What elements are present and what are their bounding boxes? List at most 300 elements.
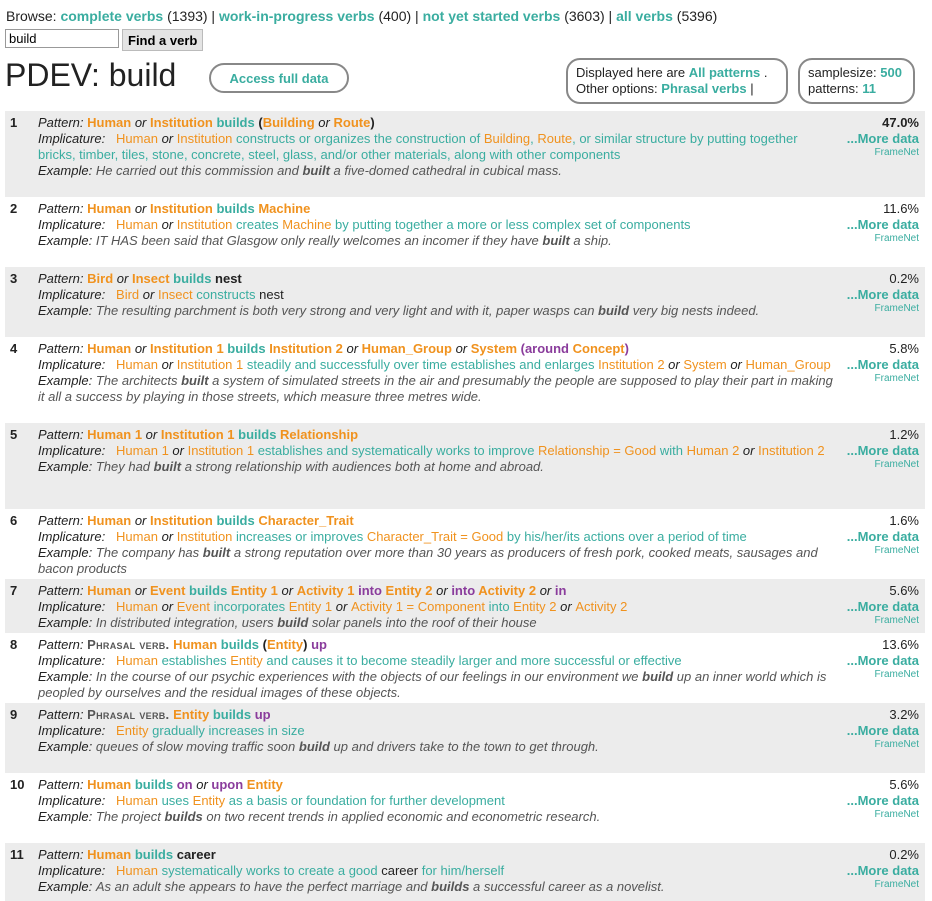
text-segment: for him/herself	[418, 863, 505, 878]
text-segment: Route	[333, 115, 371, 130]
example-line	[38, 669, 838, 701]
more-data-link[interactable]: ...More data	[846, 723, 919, 738]
pattern-list	[5, 111, 925, 901]
find-verb-button[interactable]: Find a verb	[122, 29, 203, 51]
text-segment: a strong reputation over more than 30 years as producers of fresh pork, cooked meats, sausages and bacon products	[38, 545, 818, 576]
example-line	[38, 373, 838, 405]
text-segment: Human	[116, 863, 158, 878]
text-segment: up	[307, 637, 327, 652]
text-segment: queues of slow moving traffic soon	[95, 739, 299, 754]
text-segment: Institution	[176, 529, 233, 544]
text-segment: Event	[176, 599, 211, 614]
text-segment: Human	[87, 847, 132, 862]
example-line	[38, 809, 838, 825]
text-segment: career	[176, 847, 216, 862]
framenet-link[interactable]: FrameNet	[874, 147, 919, 158]
more-data-link[interactable]: ...More data	[846, 131, 919, 146]
text-segment: constructs	[192, 287, 260, 302]
implicature-line	[38, 131, 838, 163]
text-segment: (around	[517, 341, 573, 356]
implicature-line-label: Implicature:	[38, 793, 106, 808]
text-segment: or	[536, 583, 555, 598]
text-segment: Activity 1	[296, 583, 355, 598]
text-segment: He carried out this commission and	[95, 163, 303, 178]
more-data-link[interactable]: ...More data	[846, 357, 919, 372]
pattern-line-label: Pattern:	[38, 583, 84, 598]
example-line-label: Example:	[38, 373, 93, 388]
framenet-link[interactable]: FrameNet	[874, 809, 919, 820]
example-line-label: Example:	[38, 233, 93, 248]
text-segment: Relationship	[280, 427, 359, 442]
text-segment: or	[142, 427, 161, 442]
pattern-percentage: 1.6%	[889, 513, 919, 528]
pattern-line-label: Pattern:	[38, 115, 84, 130]
example-line	[38, 615, 838, 631]
pattern-line-label: Pattern:	[38, 637, 84, 652]
text-segment: Human	[116, 793, 158, 808]
text-segment: Human 2	[686, 443, 740, 458]
count-wip: (400)	[378, 8, 412, 24]
pattern-row	[5, 579, 925, 633]
implicature-line-label: Implicature:	[38, 217, 106, 232]
text-segment: or	[739, 443, 759, 458]
implicature-line	[38, 357, 838, 373]
more-data-link[interactable]: ...More data	[846, 443, 919, 458]
page-title: PDEV: build	[5, 57, 177, 93]
pattern-line-label: Pattern:	[38, 427, 84, 442]
text-segment: builds	[431, 879, 470, 894]
text-segment: Entity 1	[288, 599, 333, 614]
pattern-stats	[847, 707, 919, 751]
text-segment: build	[298, 739, 330, 754]
example-line-label: Example:	[38, 303, 93, 318]
text-segment: Character_Trait	[258, 513, 354, 528]
count-complete: (1393)	[167, 8, 208, 24]
text-segment: into	[451, 583, 479, 598]
framenet-link[interactable]: FrameNet	[874, 879, 919, 890]
pattern-row	[5, 197, 925, 267]
text-segment: Human 1	[116, 443, 169, 458]
example-line	[38, 879, 838, 895]
text-segment: Entity 2	[513, 599, 557, 614]
implicature-line	[38, 287, 838, 303]
pattern-percentage: 47.0%	[882, 115, 919, 130]
pattern-stats	[847, 513, 919, 557]
text-segment: In distributed integration, users	[95, 615, 278, 630]
text-segment: a ship.	[569, 233, 612, 248]
pattern-line	[38, 637, 838, 653]
text-segment: Human	[87, 341, 132, 356]
text-segment: As an adult she appears to have the perfect marriage and	[95, 879, 432, 894]
pattern-line	[38, 707, 838, 723]
pattern-row	[5, 509, 925, 579]
text-segment: Entity	[116, 723, 149, 738]
implicature-line	[38, 723, 838, 739]
text-segment: builds	[131, 847, 177, 862]
framenet-link[interactable]: FrameNet	[874, 739, 919, 750]
text-segment: built	[302, 163, 330, 178]
implicature-line	[38, 653, 838, 669]
text-segment: The project	[95, 809, 165, 824]
pattern-line	[38, 341, 838, 357]
text-segment: build	[598, 303, 630, 318]
pattern-stats	[847, 201, 919, 245]
framenet-link[interactable]: FrameNet	[874, 459, 919, 470]
pattern-line-label: Pattern:	[38, 777, 84, 792]
text-segment: Entity 1	[230, 583, 278, 598]
text-segment: incorporates	[210, 599, 289, 614]
text-segment: Institution	[176, 217, 233, 232]
text-segment: or	[192, 777, 212, 792]
count-not-started: (3603)	[564, 8, 605, 24]
browse-prefix: Browse:	[6, 8, 57, 24]
text-segment: Bird	[87, 271, 114, 286]
search-input[interactable]	[5, 29, 119, 48]
pattern-row	[5, 703, 925, 773]
text-segment: Entity	[169, 707, 210, 722]
more-data-link[interactable]: ...More data	[846, 653, 919, 668]
implicature-line-label: Implicature:	[38, 529, 106, 544]
framenet-link[interactable]: FrameNet	[874, 303, 919, 314]
text-segment: Entity	[192, 793, 226, 808]
pattern-percentage: 0.2%	[889, 271, 919, 286]
text-segment: built	[153, 459, 182, 474]
text-segment: or	[451, 341, 471, 356]
text-segment: Activity 2	[575, 599, 628, 614]
text-segment: steadily and successfully over time establishes and enlarges	[243, 357, 599, 372]
text-segment: Machine	[282, 217, 332, 232]
more-data-link[interactable]: ...More data	[846, 287, 919, 302]
phrasal-verbs-link[interactable]: Phrasal verbs	[661, 81, 747, 96]
pattern-body	[38, 777, 838, 825]
text-segment: builds	[234, 427, 281, 442]
pattern-number: 11	[10, 847, 24, 862]
pattern-percentage: 3.2%	[889, 707, 919, 722]
text-segment: Human_Group	[745, 357, 831, 372]
text-segment: Building	[483, 131, 531, 146]
more-data-link[interactable]: ...More data	[846, 599, 919, 614]
text-segment: Relationship = Good	[538, 443, 657, 458]
pattern-percentage: 0.2%	[889, 847, 919, 862]
example-line	[38, 545, 838, 577]
pattern-stats	[847, 271, 919, 315]
text-segment: Event	[150, 583, 186, 598]
pattern-body	[38, 271, 838, 319]
text-segment: , or similar structure by putting together bricks, timber, tiles, stone, concrete, steel, glass, and/or other materials, along with other components	[38, 131, 798, 162]
text-segment: Human	[87, 201, 132, 216]
text-segment: builds	[212, 115, 259, 130]
text-segment: Human_Group	[361, 341, 452, 356]
text-segment: into	[484, 599, 514, 614]
pattern-body	[38, 201, 838, 249]
pattern-number: 6	[10, 513, 18, 528]
pattern-number: 10	[10, 777, 25, 792]
text-segment: up and drivers take to the town to get through.	[329, 739, 599, 754]
text-segment: Entity	[246, 777, 283, 792]
implicature-line	[38, 443, 838, 459]
pattern-row	[5, 423, 925, 509]
count-all: (5396)	[676, 8, 718, 24]
text-segment: build	[277, 615, 309, 630]
pattern-body	[38, 637, 838, 701]
text-segment: or	[432, 583, 452, 598]
text-segment: They had	[95, 459, 154, 474]
text-segment: build	[642, 669, 674, 684]
text-segment: up	[254, 707, 271, 722]
text-segment: builds	[164, 809, 203, 824]
pattern-stats	[847, 847, 919, 891]
options-line2-prefix: Other options:	[576, 81, 658, 96]
implicature-line-label: Implicature:	[38, 131, 106, 146]
text-segment: or	[168, 443, 188, 458]
text-segment: or	[157, 131, 177, 146]
implicature-line	[38, 793, 838, 809]
pattern-line	[38, 201, 838, 217]
text-segment: Entity 2	[385, 583, 433, 598]
all-patterns-link[interactable]: All patterns	[688, 65, 761, 80]
pattern-row	[5, 111, 925, 197]
text-segment: by his/her/its actions over a period of time	[503, 529, 747, 544]
text-segment: Human	[87, 777, 132, 792]
implicature-line-label: Implicature:	[38, 287, 106, 302]
example-line-label: Example:	[38, 163, 93, 178]
pattern-row	[5, 337, 925, 423]
example-line	[38, 163, 838, 179]
text-segment: systematically works to create a good	[157, 863, 382, 878]
text-segment: on two recent trends in applied economic and econometric research.	[202, 809, 601, 824]
text-segment: builds	[223, 341, 270, 356]
text-segment: The company has	[95, 545, 203, 560]
options-line2-suffix: |	[750, 81, 754, 96]
text-segment: or	[131, 583, 151, 598]
text-segment: built	[542, 233, 570, 248]
text-segment: or	[726, 357, 746, 372]
text-segment: Bird	[116, 287, 140, 302]
link-not-started-verbs[interactable]: not yet started verbs	[422, 8, 561, 24]
pattern-percentage: 5.6%	[889, 777, 919, 792]
text-segment: constructs or organizes the construction of	[232, 131, 484, 146]
implicature-line	[38, 599, 838, 615]
patterns-value[interactable]: 11	[862, 81, 876, 96]
implicature-line-label: Implicature:	[38, 723, 106, 738]
text-segment: Human	[116, 217, 158, 232]
text-segment: or	[332, 599, 351, 614]
pattern-row	[5, 267, 925, 337]
text-segment: or	[277, 583, 297, 598]
text-segment: Human	[87, 115, 132, 130]
pattern-stats	[847, 427, 919, 471]
example-line-label: Example:	[38, 615, 93, 630]
text-segment: or	[664, 357, 684, 372]
text-segment: Human	[169, 637, 218, 652]
text-segment: builds	[212, 201, 259, 216]
example-line-label: Example:	[38, 669, 93, 684]
framenet-link[interactable]: FrameNet	[874, 615, 919, 626]
samplesize-value[interactable]: 500	[880, 65, 902, 80]
framenet-link[interactable]: FrameNet	[874, 545, 919, 556]
text-segment: Entity	[266, 637, 304, 652]
display-options-box	[566, 58, 788, 104]
pattern-line-label: Pattern:	[38, 847, 84, 862]
pattern-body	[38, 513, 838, 577]
pattern-line-label: Pattern:	[38, 707, 84, 722]
more-data-link[interactable]: ...More data	[846, 529, 919, 544]
text-segment: establishes	[157, 653, 231, 668]
pattern-body	[38, 341, 838, 405]
text-segment: Building	[262, 115, 315, 130]
options-line1-suffix: .	[763, 65, 768, 80]
text-segment: or	[556, 599, 576, 614]
text-segment: Human	[87, 583, 132, 598]
example-line-label: Example:	[38, 545, 93, 560]
more-data-link[interactable]: ...More data	[846, 793, 919, 808]
pattern-number: 3	[10, 271, 18, 286]
text-segment: Institution	[176, 131, 233, 146]
pattern-number: 9	[10, 707, 18, 722]
text-segment: nest	[259, 287, 284, 302]
text-segment: )	[370, 115, 375, 130]
text-segment: Institution 1	[176, 357, 244, 372]
pattern-row	[5, 633, 925, 703]
pattern-line-label: Pattern:	[38, 341, 84, 356]
text-segment: and causes it to become steadily larger and more successful or effective	[262, 653, 682, 668]
text-segment: Institution	[150, 115, 213, 130]
text-segment: builds	[217, 637, 263, 652]
text-segment: ,	[530, 131, 538, 146]
text-segment: or	[139, 287, 158, 302]
patterns-label: patterns:	[808, 81, 859, 96]
pattern-line	[38, 427, 838, 443]
pattern-row	[5, 843, 925, 901]
text-segment: creates	[232, 217, 283, 232]
example-line	[38, 233, 838, 249]
framenet-link[interactable]: FrameNet	[874, 669, 919, 680]
text-segment: The architects	[95, 373, 182, 388]
example-line	[38, 739, 838, 755]
text-segment: builds	[209, 707, 255, 722]
framenet-link[interactable]: FrameNet	[874, 233, 919, 244]
example-line	[38, 303, 838, 319]
text-segment: Human	[116, 131, 158, 146]
text-segment: a successful career as a novelist.	[469, 879, 665, 894]
search-row	[5, 29, 203, 51]
text-segment: up an inner world which is peopled by ourselves and the residual images of these objects.	[38, 669, 827, 700]
text-segment: or	[131, 341, 151, 356]
implicature-line-label: Implicature:	[38, 863, 106, 878]
text-segment: Concept	[572, 341, 625, 356]
text-segment: built	[202, 545, 231, 560]
pattern-percentage: 11.6%	[883, 201, 919, 216]
text-segment: or	[131, 201, 151, 216]
text-segment: builds	[169, 271, 216, 286]
example-line	[38, 459, 838, 475]
pattern-body	[38, 847, 838, 895]
more-data-link[interactable]: ...More data	[846, 863, 919, 878]
text-segment: Institution 2	[598, 357, 665, 372]
browse-bar: Browse: complete verbs (1393) | work-in-progress verbs (400) | not yet started verbs (3603) | all verbs (5396)	[6, 8, 718, 24]
text-segment: Entity	[230, 653, 263, 668]
implicature-line-label: Implicature:	[38, 599, 106, 614]
pattern-stats	[847, 341, 919, 385]
text-segment: Insect	[131, 271, 170, 286]
pattern-number: 8	[10, 637, 18, 652]
samplesize-label: samplesize:	[808, 65, 877, 80]
text-segment: into	[354, 583, 386, 598]
text-segment: Human	[116, 357, 158, 372]
pattern-number: 5	[10, 427, 18, 442]
text-segment: )	[303, 637, 308, 652]
link-all-verbs[interactable]: all verbs	[616, 8, 673, 24]
text-segment: as a basis or foundation for further development	[225, 793, 505, 808]
text-segment: Activity 1 = Component	[350, 599, 485, 614]
text-segment: nest	[215, 271, 242, 286]
framenet-link[interactable]: FrameNet	[874, 373, 919, 384]
text-segment: Route	[537, 131, 573, 146]
text-segment: by putting together a more or less complex set of components	[331, 217, 691, 232]
text-segment: (	[258, 115, 263, 130]
text-segment: )	[624, 341, 629, 356]
text-segment: built	[181, 373, 209, 388]
more-data-link[interactable]: ...More data	[846, 217, 919, 232]
text-segment: or	[342, 341, 362, 356]
text-segment: builds	[185, 583, 231, 598]
text-segment: Machine	[258, 201, 311, 216]
pattern-number: 1	[10, 115, 18, 130]
link-wip-verbs[interactable]: work-in-progress verbs	[218, 8, 375, 24]
text-segment: builds	[212, 513, 259, 528]
implicature-line-label: Implicature:	[38, 357, 106, 372]
stats-box	[798, 58, 915, 104]
text-segment: a system of simulated streets in the air and presumably the people are supposed to play their part in making it all a success by playing in those streets, which measure three metres wide.	[38, 373, 833, 404]
implicature-line-label: Implicature:	[38, 443, 106, 458]
text-segment: Institution	[150, 201, 213, 216]
pattern-line	[38, 847, 838, 863]
text-segment: Human	[116, 599, 158, 614]
text-segment: or	[157, 217, 177, 232]
text-segment: Institution 2	[758, 443, 825, 458]
access-full-data-button[interactable]: Access full data	[209, 63, 349, 93]
text-segment: Human	[116, 653, 158, 668]
link-complete-verbs[interactable]: complete verbs	[60, 8, 164, 24]
text-segment: very big nests indeed.	[629, 303, 760, 318]
pattern-number: 2	[10, 201, 18, 216]
pattern-body	[38, 583, 838, 631]
text-segment: uses	[157, 793, 193, 808]
text-segment: Insect	[157, 287, 193, 302]
example-line-label: Example:	[38, 459, 93, 474]
pattern-line	[38, 513, 838, 529]
pattern-line-label: Pattern:	[38, 201, 84, 216]
pattern-body	[38, 707, 838, 755]
text-segment: Activity 2	[478, 583, 537, 598]
implicature-line-label: Implicature:	[38, 653, 106, 668]
text-segment: Phrasal verb.	[87, 707, 170, 722]
text-segment: solar panels into the roof of their house	[308, 615, 537, 630]
pattern-stats	[847, 583, 919, 627]
implicature-line	[38, 217, 838, 233]
pattern-stats	[847, 115, 919, 159]
text-segment: In the course of our psychic experiences with the objects of our feelings in our environment we	[95, 669, 643, 684]
text-segment: Institution 1	[150, 341, 224, 356]
implicature-line	[38, 529, 838, 545]
text-segment: Institution 1	[187, 443, 255, 458]
text-segment: Character_Trait = Good	[366, 529, 504, 544]
pattern-line	[38, 115, 838, 131]
text-segment: a five-domed cathedral in cubical mass.	[329, 163, 562, 178]
text-segment: Human 1	[87, 427, 143, 442]
text-segment: upon	[211, 777, 247, 792]
text-segment: or	[113, 271, 132, 286]
